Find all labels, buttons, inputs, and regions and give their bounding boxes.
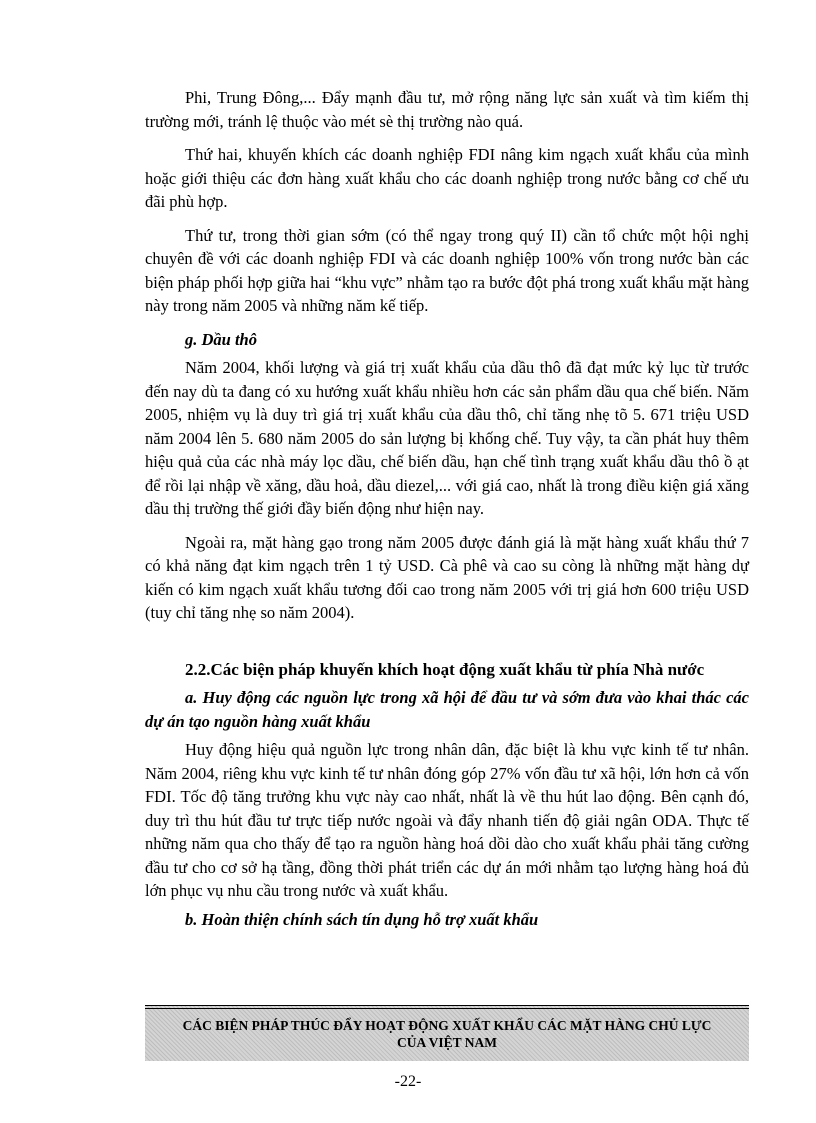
heading-credit-policy: b. Hoàn thiện chính sách tín dụng hỗ trợ xuất khẩu [185,909,539,929]
heading-mobilize-resources: a. Huy động các nguồn lực trong xã hội để đầu tư và sớm đưa vào khai thác các dự án tạo nguồn hàng xuất khẩu [145,688,749,731]
page-body [145,86,749,931]
paragraph-crude-oil: Năm 2004, khối lượng và giá trị xuất khẩu của dầu thô đã đạt mức kỷ lục từ trước đến nay dù ta đang có xu hướng xuất khẩu nhiều hơn các sản phẩm dầu qua chế biến. Năm 2005, nhiệm vụ là duy trì giá trị xuất khẩu của dầu thô, chỉ tăng nhẹ tõ 5. 671 triệu USD năm 2004 lên 5. 680 năm 2005 do sản lượng bị khống chế. Tuy vậy, ta cần phát huy thêm hiệu quả của các nhà máy lọc dầu, chế biến dầu, hạn chế tình trạng xuất khẩu dầu thô ồ ạt để rồi lại nhập về xăng, dầu hoả, dầu diezel,... với giá cao, nhất là trong điều kiện giá xăng dầu thị trường thế giới đầy biến động như hiện nay. [145,358,749,518]
footer-title-box [145,1005,749,1061]
paragraph-rice-coffee: Ngoài ra, mặt hàng gạo trong năm 2005 được đánh giá là mặt hàng xuất khẩu thứ 7 có khả năng đạt kim ngạch trên 1 tỷ USD. Cà phê và cao su còng là những mặt hàng dự kiến có kim ngạch xuất khẩu tương đối cao trong năm 2005 với trị giá hơn 600 triệu USD (tuy chỉ tăng nhẹ so năm 2004). [145,532,749,622]
page-number: -22- [394,1073,422,1090]
heading-crude-oil: g. Dầu thô [185,329,257,349]
section-heading: 2.2.Các biện pháp khuyến khích hoạt động xuất khẩu từ phía Nhà nước [185,659,705,679]
paragraph-markets: Phi, Trung Đông,... Đẩy mạnh đầu tư, mở rộng năng lực sản xuất và tìm kiếm thị trường mới, tránh lệ thuộc vào mét sè thị trường nào quá. [145,88,749,131]
paragraph-mobilize-resources: Huy động hiệu quả nguồn lực trong nhân dân, đặc biệt là khu vực kinh tế tư nhân. Năm 2004, riêng khu vực kinh tế tư nhân đóng góp 27% vốn đầu tư xã hội, lớn hơn cả vốn FDI. Tốc độ tăng trưởng khu vực này cao nhất, nhất là về thu hút lao động. Bên cạnh đó, duy trì thu hút đầu tư trực tiếp nước ngoài và đẩy nhanh tiến độ giải ngân ODA. Thực tế những năm qua cho thấy để tạo ra nguồn hàng hoá dồi dào cho xuất khẩu phải tăng cường đầu tư cho cơ sở hạ tầng, đồng thời phát triển các dự án mới nhằm tạo lượng hàng hoá đủ lớn phục vụ nhu cầu trong nước và xuất khẩu. [145,740,749,900]
paragraph-conference: Thứ tư, trong thời gian sớm (có thể ngay trong quý II) cần tổ chức một hội nghị chuyên đề với các doanh nghiệp FDI và các doanh nghiệp 100% vốn trong nước bàn các biện pháp phối hợp giữa hai “khu vực” nhằm tạo ra bước đột phá trong xuất khẩu mặt hàng này trong năm 2005 và những năm kế tiếp. [145,225,749,315]
footer-title-line2: CỦA VIỆT NAM [396,1035,498,1050]
paragraph-fdi-incentives: Thứ hai, khuyến khích các doanh nghiệp FDI nâng kim ngạch xuất khẩu của mình hoặc giới thiệu các đơn hàng xuất khẩu cho các doanh nghiệp trong nước bằng cơ chế ưu đãi phù hợp. [145,145,749,211]
footer-title-line1: CÁC BIỆN PHÁP THÚC ĐẨY HOẠT ĐỘNG XUẤT KHẨU CÁC MẶT HÀNG CHỦ LỰC [182,1018,712,1033]
